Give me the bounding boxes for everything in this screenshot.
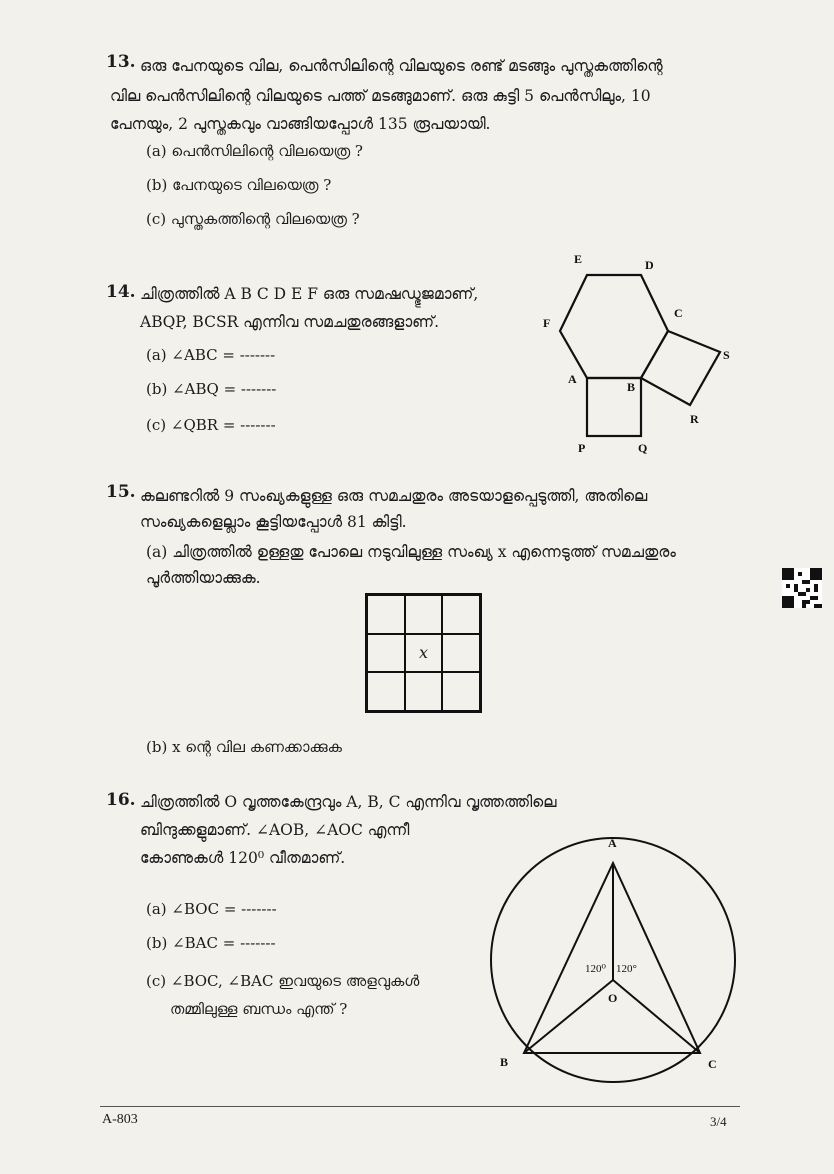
question-14-line-2: ABQP, BCSR എന്നിവ സമചതുരങ്ങളാണ്. [140,313,440,331]
page-number: 3/4 [710,1114,727,1129]
question-16-line-3: കോണുകൾ 120⁰ വീതമാണ്. [140,849,346,867]
grid-cell [405,672,443,711]
label-o: O [608,991,618,1005]
question-15-option-a-line-1: (a) ചിത്രത്തിൽ ഉള്ളതു പോലെ നടുവിലുള്ള സംഖ്യ x എന്നെടുത്ത് സമചതുരം [146,543,676,561]
label-c: C [708,1057,717,1071]
question-13-option-b: (b) പേനയുടെ വിലയെത്ര ? [146,176,332,194]
calendar-grid [365,593,482,713]
question-13-number: 13. [106,52,136,72]
square-bcsr [641,331,720,405]
footer-divider [100,1106,740,1107]
label-a: A [608,836,617,850]
label-q: Q [638,441,648,455]
question-16-option-b: (b) ∠BAC = ------- [146,934,276,952]
grid-cell [442,595,480,634]
question-16-option-a: (a) ∠BOC = ------- [146,900,277,918]
grid-cell [367,672,405,711]
hexagon-shape [560,275,668,378]
question-13-line-3: പേനയും, 2 പുസ്തകവും വാങ്ങിയപ്പോൾ 135 രൂപയായി. [110,115,491,133]
label-f: F [543,316,551,330]
grid-cell-center: x [405,634,443,673]
question-16-number: 16. [106,790,136,810]
label-s: S [723,348,730,362]
label-d: D [645,258,654,272]
question-14-option-c: (c) ∠QBR = ------- [146,416,276,434]
label-a: A [568,372,577,386]
grid-cell [405,595,443,634]
label-b: B [627,380,636,394]
question-15-option-b: (b) x ന്റെ വില കണക്കാക്കുക [146,738,342,756]
question-13-option-c: (c) പുസ്തകത്തിന്റെ വിലയെത്ര ? [146,210,360,228]
question-14-line-1: ചിത്രത്തിൽ A B C D E F ഒരു സമഷഡ്ഭുജമാണ്, [140,285,479,303]
grid-cell [367,595,405,634]
label-p: P [578,441,586,455]
angle-aoc-label: 120° [616,963,637,975]
question-14-option-b: (b) ∠ABQ = ------- [146,380,277,398]
label-r: R [690,412,699,426]
question-15-number: 15. [106,482,136,502]
question-14-option-a: (a) ∠ABC = ------- [146,346,276,364]
label-c: C [674,306,683,320]
question-15-line-1: കലണ്ടറിൽ 9 സംഖ്യകളുള്ള ഒരു സമചതുരം അടയാളപ്പെടുത്തി, അതിലെ [140,487,648,505]
label-b: B [500,1055,509,1069]
exam-code: A-803 [102,1112,138,1127]
angle-aob-label: 120⁰ [585,963,606,975]
question-16-option-c-line-1: (c) ∠BOC, ∠BAC ഇവയുടെ അളവുകൾ [146,972,420,990]
label-e: E [574,252,583,266]
grid-cell [367,634,405,673]
question-14-number: 14. [106,282,136,302]
question-15-option-a-line-2: പൂർത്തിയാക്കുക. [146,569,261,587]
qr-code-icon [782,568,822,608]
circle-triangle-figure [478,830,748,1090]
question-13-option-a: (a) പെൻസിലിന്റെ വിലയെത്ര ? [146,142,363,160]
question-15-line-2: സംഖ്യകളെല്ലാം കൂട്ടിയപ്പോൾ 81 കിട്ടി. [140,513,407,531]
question-16-option-c-line-2: തമ്മിലുള്ള ബന്ധം എന്ത് ? [170,1000,348,1018]
hexagon-squares-figure [530,245,750,460]
question-16-line-1: ചിത്രത്തിൽ O വൃത്തകേന്ദ്രവും A, B, C എന്നിവ വൃത്തത്തിലെ [140,793,557,811]
radius-ob [524,980,613,1053]
question-13-line-2: വില പെൻസിലിന്റെ വിലയുടെ പത്ത് മടങ്ങുമാണ്. ഒരു കുട്ടി 5 പെൻസിലും, 10 [110,87,651,105]
grid-cell [442,634,480,673]
question-16-line-2: ബിന്ദുക്കളുമാണ്. ∠AOB, ∠AOC എന്നീ [140,821,410,839]
radius-oc [613,980,700,1053]
grid-cell [442,672,480,711]
question-13-line-1: ഒരു പേനയുടെ വില, പെൻസിലിന്റെ വിലയുടെ രണ്ട് മടങ്ങും പുസ്തകത്തിന്റെ [140,57,663,75]
